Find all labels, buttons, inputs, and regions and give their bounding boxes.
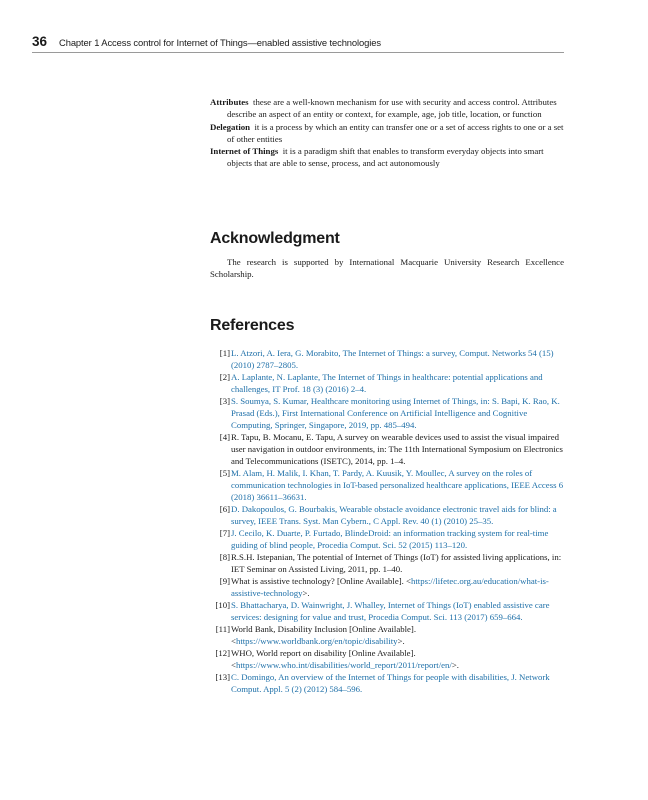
- reference-item: [210, 431, 566, 467]
- reference-number: [3]: [219, 396, 230, 406]
- reference-text: [230, 599, 566, 623]
- reference-link[interactable]: S. Soumya, S. Kumar, Healthcare monitoring using Internet of Things, in: S. Bapi, K. Rao, K. Prasad (Eds.), First International Conference on Artificial Intelligence and Cognitive Computing, Springer, Singapore, 2019, pp. 485–494.: [231, 396, 560, 430]
- reference-link[interactable]: S. Bhattacharya, D. Wainwright, J. Whalley, Internet of Things (IoT) enabled assistive care services: designing for value and trust, Procedia Comput. Sci. 113 (2017) 659–664.: [231, 600, 550, 622]
- reference-number: [7]: [219, 528, 230, 538]
- reference-link[interactable]: https://www.worldbank.org/en/topic/disability: [235, 636, 398, 646]
- reference-number: [5]: [219, 468, 230, 478]
- reference-text: [230, 467, 566, 503]
- reference-text: [230, 503, 566, 527]
- reference-text: [230, 527, 566, 551]
- reference-plain-text: World Bank, Disability Inclusion [Online Available]. <: [231, 624, 417, 646]
- reference-link[interactable]: L. Atzori, A. Iera, G. Morabito, The Internet of Things: a survey, Comput. Networks 54 (15) (2010) 2787–2805.: [231, 348, 554, 370]
- reference-number: [4]: [219, 432, 230, 442]
- reference-list: [210, 347, 566, 695]
- chapter-title: Chapter 1 Access control for Internet of Things—enabled assistive technologies: [59, 37, 381, 48]
- reference-number: [11]: [215, 624, 230, 634]
- page-number: 36: [32, 34, 48, 49]
- reference-trailing-text: >.: [451, 660, 459, 670]
- reference-link[interactable]: A. Laplante, N. Laplante, The Internet of Things in healthcare: potential applications and challenges, IT Prof. 18 (3) (2016) 2–4.: [231, 372, 543, 394]
- reference-item: [210, 575, 566, 599]
- reference-item: [210, 395, 566, 431]
- reference-item: [210, 467, 566, 503]
- reference-number: [2]: [219, 372, 230, 382]
- reference-link[interactable]: D. Dakopoulos, G. Bourbakis, Wearable obstacle avoidance electronic travel aids for blind: a survey, IEEE Trans. Syst. Man Cybern., C Appl. Rev. 40 (1) (2010) 25–35.: [231, 504, 557, 526]
- reference-item: [210, 599, 566, 623]
- reference-text: [230, 371, 566, 395]
- reference-plain-text: What is assistive technology? [Online Available]. <: [231, 576, 411, 586]
- reference-link[interactable]: M. Alam, H. Malik, I. Khan, T. Pardy, A. Kuusik, Y. Moullec, A survey on the roles of communication technologies in IoT-based personalized healthcare applications, IEEE Access 6 (2018) 36611–36631.: [231, 468, 564, 502]
- reference-text: [230, 347, 566, 371]
- reference-plain-text: WHO, World report on disability [Online Available]. <: [231, 648, 416, 670]
- reference-link[interactable]: https://lifetec.org.au/education/what-is-assistive-technology: [231, 576, 549, 598]
- reference-number: [8]: [219, 552, 230, 562]
- reference-plain-text: R.S.H. Istepanian, The potential of Internet of Things (IoT) for assisted living applications, in: IET Seminar on Assisted Living, 2011, pp. 1–40.: [231, 552, 562, 574]
- acknowledgment-body: The research is supported by International Macquarie University Research Excellence Scholarship.: [210, 257, 564, 280]
- reference-text: [230, 623, 566, 647]
- glossary: [210, 96, 565, 170]
- reference-item: [210, 371, 566, 395]
- reference-link[interactable]: J. Cecilo, K. Duarte, P. Furtado, BlindeDroid: an information tracking system for real-time guiding of blind people, Procedia Comput. Sci. 52 (2015) 113–120.: [231, 528, 549, 550]
- reference-item: [210, 671, 566, 695]
- running-header: [32, 35, 564, 53]
- reference-item: [210, 623, 566, 647]
- reference-text: [230, 647, 566, 671]
- reference-trailing-text: >.: [397, 636, 405, 646]
- glossary-term: Delegation: [210, 121, 251, 132]
- glossary-definition: these are a well-known mechanism for use with security and access control. Attributes describe an aspect of an entity or context, for example, age, job title, location, or function: [227, 97, 557, 120]
- acknowledgment-heading: Acknowledgment: [210, 230, 340, 247]
- glossary-definition: it is a paradigm shift that enables to transform everyday objects into smart objects that are able to sense, process, and act autonomously: [227, 146, 544, 169]
- reference-item: [210, 347, 566, 371]
- reference-link[interactable]: C. Domingo, An overview of the Internet of Things for people with disabilities, J. Network Comput. Appl. 5 (2) (2012) 584–596.: [231, 672, 550, 694]
- reference-text: [230, 431, 566, 467]
- glossary-definition: it is a process by which an entity can transfer one or a set of access rights to one or a set of other entities: [227, 121, 564, 144]
- reference-number: [10]: [215, 600, 230, 610]
- reference-number: [6]: [219, 504, 230, 514]
- reference-item: [210, 527, 566, 551]
- references-heading: References: [210, 317, 295, 334]
- reference-trailing-text: >.: [302, 588, 310, 598]
- reference-text: [230, 575, 566, 599]
- reference-number: [1]: [219, 348, 230, 358]
- reference-plain-text: R. Tapu, B. Mocanu, E. Tapu, A survey on wearable devices used to assist the visual impaired user navigation in outdoor environments, in: The 11th International Symposium on Electronics and Telecommunications (ISETC), 2014, pp. 1–4.: [231, 432, 563, 466]
- reference-item: [210, 647, 566, 671]
- reference-text: [230, 551, 566, 575]
- reference-item: [210, 503, 566, 527]
- glossary-entry: [210, 96, 565, 121]
- reference-text: [230, 395, 566, 431]
- glossary-term: Attributes: [210, 97, 249, 107]
- glossary-entry: [210, 145, 565, 170]
- reference-text: [230, 671, 566, 695]
- glossary-entry: [210, 121, 565, 146]
- glossary-term: Internet of Things: [210, 146, 279, 157]
- reference-number: [13]: [215, 672, 230, 682]
- reference-link[interactable]: https://www.who.int/disabilities/world_report/2011/report/en/: [235, 660, 452, 670]
- reference-number: [9]: [219, 576, 230, 586]
- reference-item: [210, 551, 566, 575]
- reference-number: [12]: [215, 648, 230, 658]
